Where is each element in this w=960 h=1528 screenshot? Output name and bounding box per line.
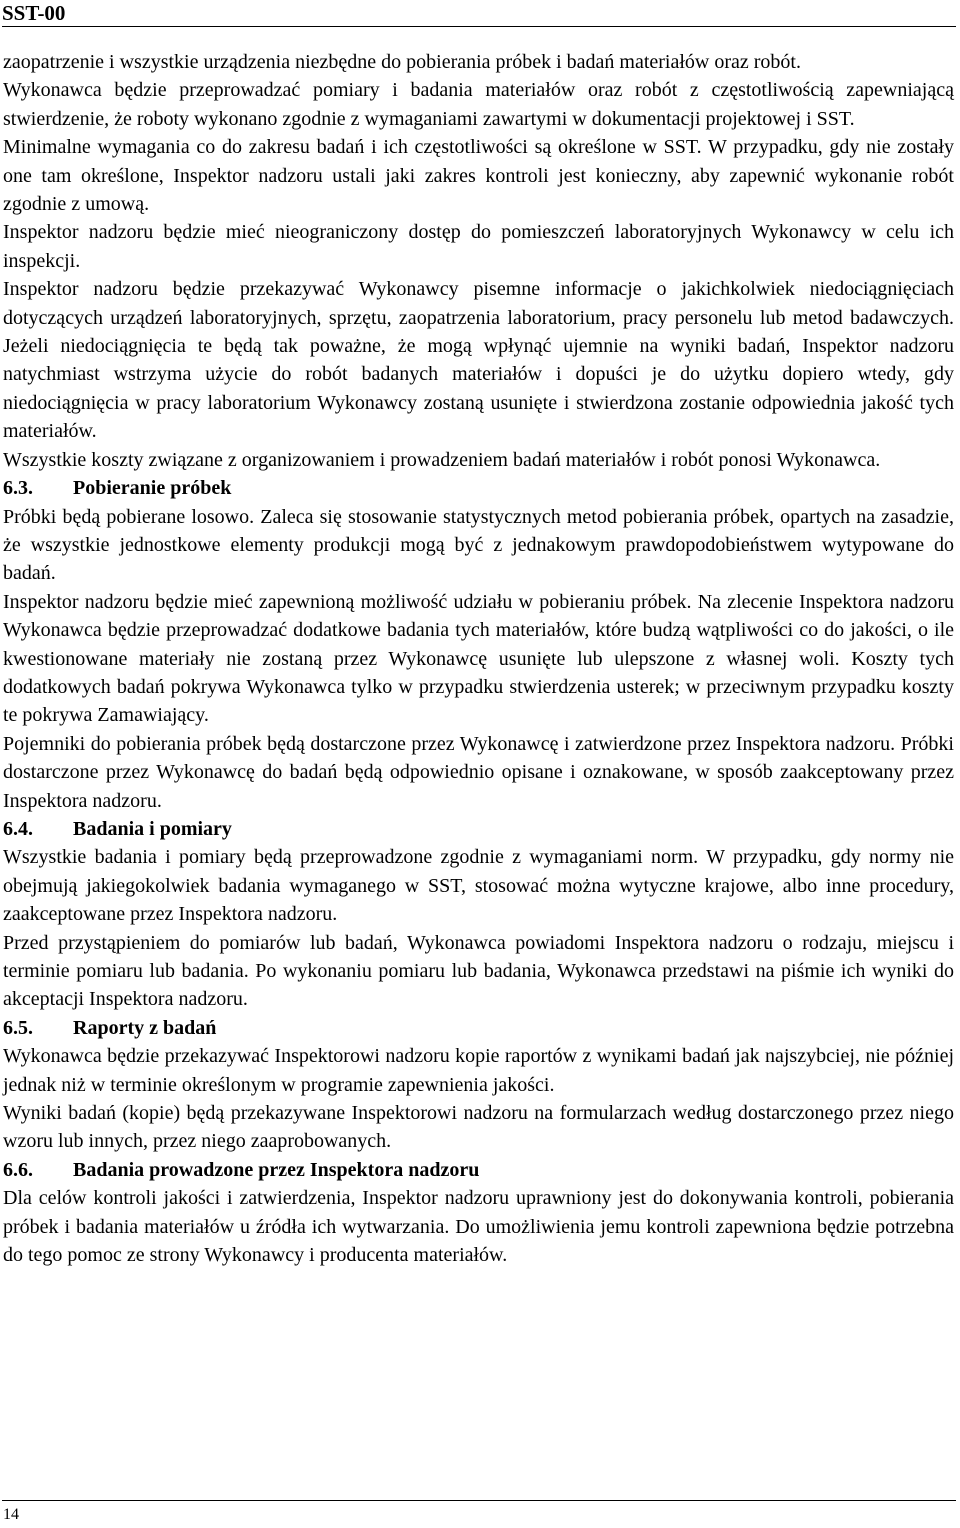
- section-number: 6.5.: [3, 1016, 33, 1039]
- section-title: Raporty z badań: [73, 1016, 217, 1039]
- section-heading: [3, 815, 954, 843]
- paragraph: Inspektor nadzoru będzie przekazywać Wykonawcy pisemne informacje o jakichkolwiek niedociągnięciach dotyczących urządzeń laboratoryjnych, sprzętu, zaopatrzenia laboratorium, pracy personelu lub metod badawczych. Jeżeli niedociągnięcia te będą tak poważne, że mogą wpłynąć ujemnie na wyniki badań, Inspektor nadzoru natychmiast wstrzyma użycie do robót badanych materiałów i dopuści je do użytku dopiero wtedy, gdy niedociągnięcia w pracy laboratorium Wykonawcy zostaną usunięte i stwierdzona zostanie odpowiednia jakość tych materiałów.: [3, 278, 954, 443]
- section-heading: [3, 1014, 954, 1042]
- paragraph: Inspektor nadzoru będzie mieć zapewnioną możliwość udziału w pobieraniu próbek. Na zlecenie Inspektora nadzoru Wykonawca będzie przeprowadzać dodatkowe badania tych materiałów, które budzą wątpliwości co do jakości, o ile kwestionowane materiały nie zostaną przez Wykonawcę usunięte lub ulepszone z własnej woli. Koszty tych dodatkowych badań pokrywa Wykonawca tylko w przypadku stwierdzenia usterek; w przeciwnym przypadku koszty te pokrywa Zamawiający.: [3, 590, 954, 727]
- page-header: [2, 0, 956, 27]
- paragraph: Wyniki badań (kopie) będą przekazywane Inspektorowi nadzoru na formularzach według dostarczonego przez niego wzoru lub innych, przez niego zaaprobowanych.: [3, 1102, 954, 1153]
- section-heading: [3, 1156, 954, 1184]
- paragraph: Inspektor nadzoru będzie mieć nieograniczony dostęp do pomieszczeń laboratoryjnych Wykonawcy w celu ich inspekcji.: [3, 221, 954, 272]
- section-title: Badania i pomiary: [73, 817, 232, 840]
- paragraph: Minimalne wymagania co do zakresu badań i ich częstotliwości są określone w SST. W przypadku, gdy nie zostały one tam określone, Inspektor nadzoru ustali jaki zakres kontroli jest konieczny, aby zapewnić wykonanie robót zgodnie z umową.: [3, 136, 954, 216]
- paragraph: Przed przystąpieniem do pomiarów lub badań, Wykonawca powiadomi Inspektora nadzoru o rodzaju, miejscu i terminie pomiaru lub badania. Po wykonaniu pomiaru lub badania, Wykonawca przedstawi na piśmie ich wyniki do akceptacji Inspektora nadzoru.: [3, 931, 954, 1011]
- paragraph: Próbki będą pobierane losowo. Zaleca się stosowanie statystycznych metod pobierania próbek, opartych na zasadzie, że wszystkie jednostkowe elementy produkcji mogą być z jednakowym prawdopodobieństwem wytypowane do badań.: [3, 505, 954, 585]
- section-number: 6.4.: [3, 817, 33, 840]
- document-body: [3, 48, 954, 1269]
- document-code: SST-00: [2, 1, 66, 25]
- paragraph: zaopatrzenie i wszystkie urządzenia niezbędne do pobierania próbek i badań materiałów oraz robót.: [3, 51, 801, 73]
- section-number: 6.3.: [3, 477, 33, 500]
- section-number: 6.6.: [3, 1158, 33, 1181]
- section-heading: [3, 474, 954, 502]
- paragraph: Dla celów kontroli jakości i zatwierdzenia, Inspektor nadzoru uprawniony jest do dokonywania kontroli, pobierania próbek i badania materiałów u źródła ich wytwarzania. Do umożliwienia jemu kontroli zapewniona będzie potrzebna do tego pomoc ze strony Wykonawcy i producenta materiałów.: [3, 1187, 954, 1267]
- paragraph: Pojemniki do pobierania próbek będą dostarczone przez Wykonawcę i zatwierdzone przez Inspektora nadzoru. Próbki dostarczone przez Wykonawcę do badań będą odpowiednio opisane i oznakowane, w sposób zaakceptowany przez Inspektora nadzoru.: [3, 732, 954, 812]
- footer-divider: [2, 1500, 956, 1501]
- section-title: Pobieranie próbek: [73, 477, 232, 500]
- paragraph: Wykonawca będzie przekazywać Inspektorowi nadzoru kopie raportów z wynikami badań jak najszybciej, nie później jednak niż w terminie określonym w programie zapewnienia jakości.: [3, 1045, 954, 1096]
- section-title: Badania prowadzone przez Inspektora nadzoru: [73, 1158, 480, 1181]
- paragraph: Wszystkie koszty związane z organizowaniem i prowadzeniem badań materiałów i robót ponosi Wykonawca.: [3, 448, 881, 471]
- page-number: 14: [3, 1506, 19, 1523]
- paragraph: Wszystkie badania i pomiary będą przeprowadzone zgodnie z wymaganiami norm. W przypadku, gdy normy nie obejmują jakiegokolwiek badania wymaganego w SST, stosować można wytyczne krajowe, albo inne procedury, zaakceptowane przez Inspektora nadzoru.: [3, 846, 954, 926]
- paragraph: Wykonawca będzie przeprowadzać pomiary i badania materiałów oraz robót z częstotliwością zapewniającą stwierdzenie, że roboty wykonano zgodnie z wymaganiami zawartymi w dokumentacji projektowej i SST.: [3, 79, 954, 130]
